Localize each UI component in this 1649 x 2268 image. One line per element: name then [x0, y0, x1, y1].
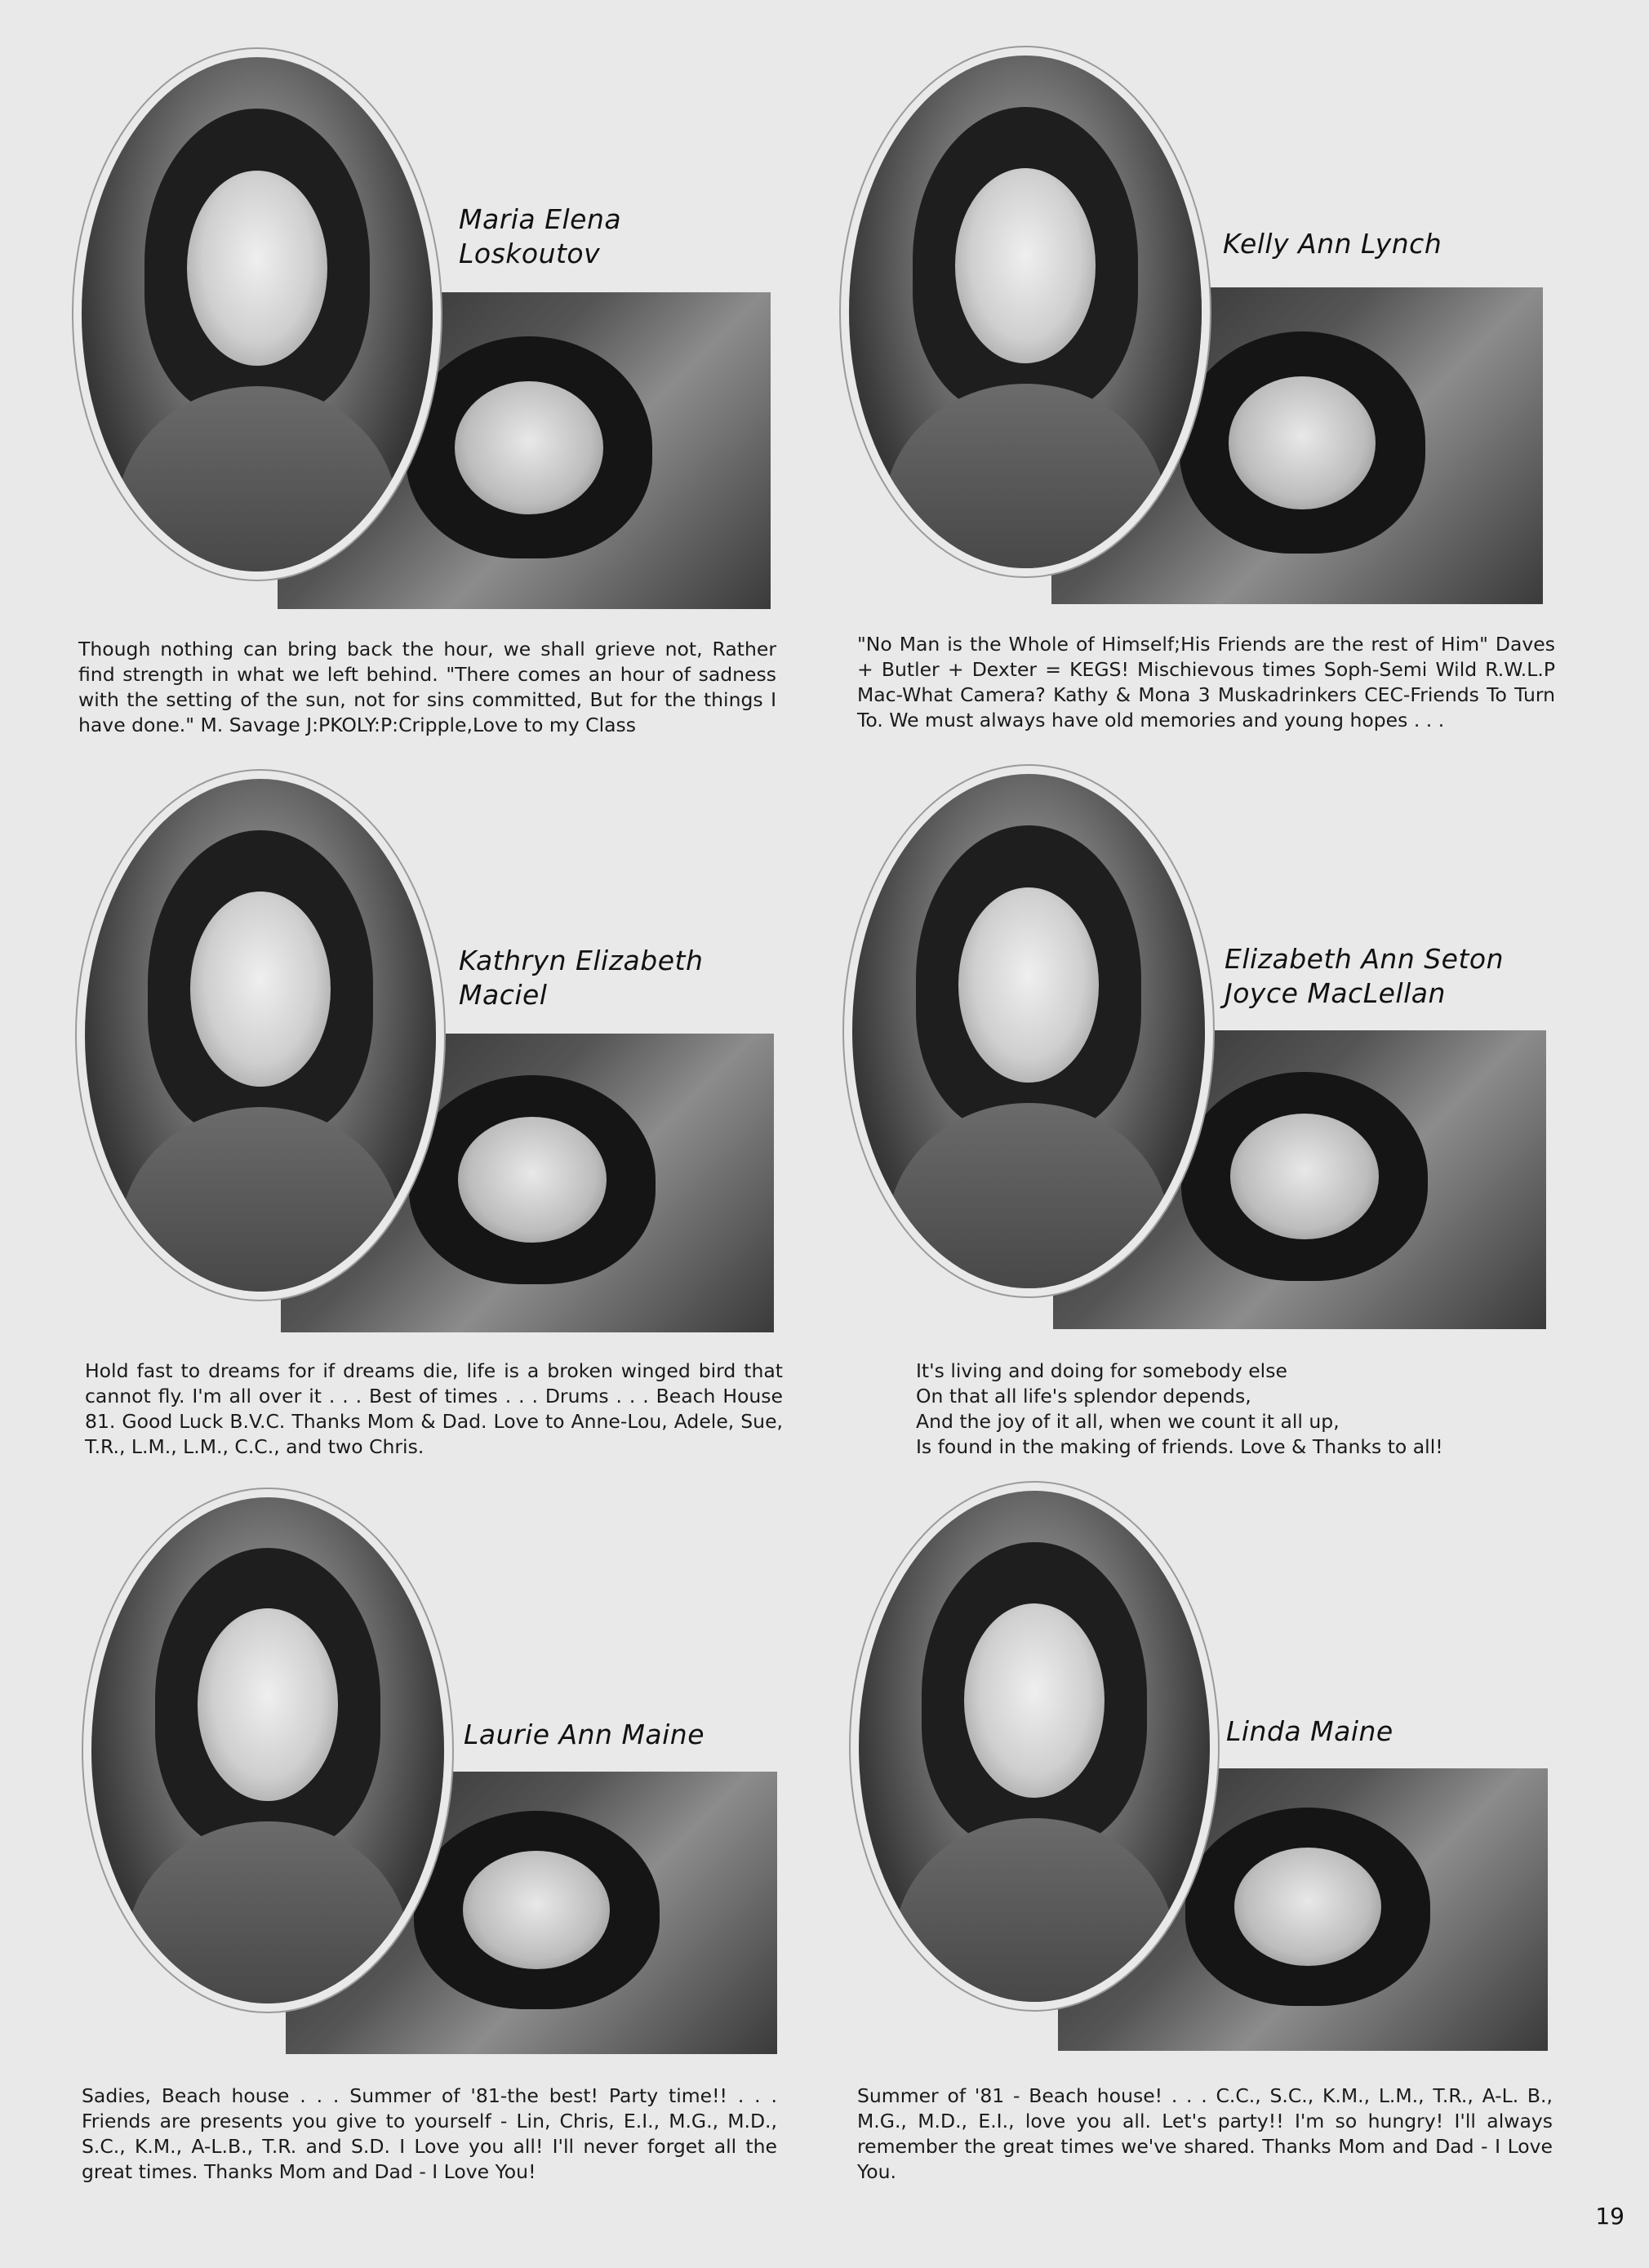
portrait-photo: [852, 774, 1205, 1288]
student-name: Linda Maine: [1226, 1715, 1393, 1747]
portrait-photo: [82, 57, 433, 571]
student-caption: It's living and doing for somebody else On that all life's splendor depends, And the joy of it all, when we count it all up, Is found in the making of friends. Love & Thanks to all!: [916, 1359, 1443, 1458]
student-name: Maria Elena Loskoutov: [459, 203, 622, 269]
student-caption: "No Man is the Whole of Himself;His Friends are the rest of Him" Daves + Butler + Dexter = KEGS! Mischievous times Soph-Semi Wild R.W.L.P Mac-What Camera? Kathy & Mona 3 Muskadrinkers CEC-Friends To Turn To. We must always have old memories and young hopes . . .: [857, 633, 1555, 732]
student-caption: Sadies, Beach house . . . Summer of '81-the best! Party time!! . . . Friends are presents you give to yourself - Lin, Chris, E.I., M.G., M.D., S.C., K.M., A-L.B., T.R. and S.D. I Love you all! I'll never forget all the great times. Thanks Mom and Dad - I Love You!: [82, 2084, 777, 2183]
portrait-photo: [849, 56, 1202, 568]
student-name: Kathryn Elizabeth Maciel: [459, 945, 704, 1011]
portrait-photo: [91, 1497, 444, 2003]
student-caption: Summer of '81 - Beach house! . . . C.C., S.C., K.M., L.M., T.R., A-L. B., M.G., M.D., E.I., love you all. Let's party!! I'm so hungry! I'll always remember the great times we've shared. Thanks Mom and Dad - I Love You.: [857, 2084, 1553, 2183]
student-name: Laurie Ann Maine: [464, 1719, 705, 1750]
portrait-photo: [859, 1491, 1210, 2002]
student-name: Kelly Ann Lynch: [1223, 228, 1442, 260]
student-caption: Though nothing can bring back the hour, we shall grieve not, Rather find strength in what we left behind. "There comes an hour of sadness with the setting of the sun, not for sins committed, But for the things I have done." M. Savage J:PKOLY:P:Cripple,Love to my Class: [78, 638, 776, 736]
student-name: Elizabeth Ann Seton Joyce MacLellan: [1225, 943, 1505, 1009]
portrait-photo: [85, 779, 436, 1292]
page-number: 19: [1595, 2203, 1625, 2230]
student-caption: Hold fast to dreams for if dreams die, life is a broken winged bird that cannot fly. I'm all over it . . . Best of times . . . Drums . . . Beach House 81. Good Luck B.V.C. Thanks Mom & Dad. Love to Anne-Lou, Adele, Sue, T.R., L.M., L.M., C.C., and two Chris.: [85, 1359, 783, 1458]
